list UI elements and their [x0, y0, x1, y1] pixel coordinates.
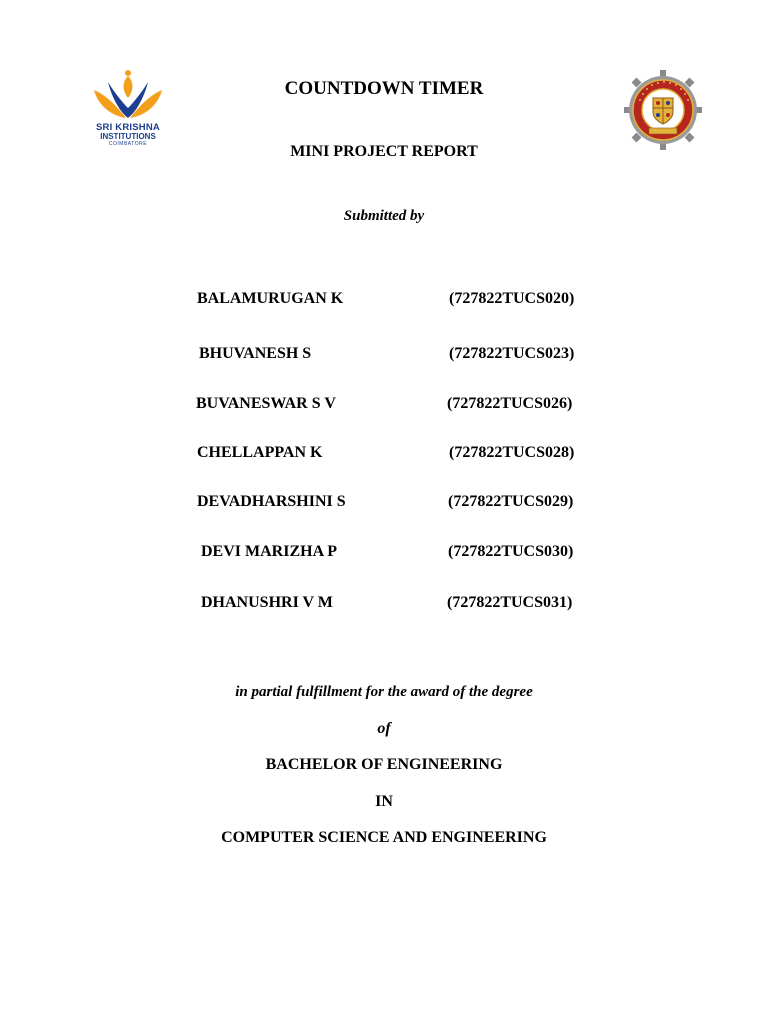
student-id: (727822TUCS031) [447, 594, 573, 611]
student-id: (727822TUCS030) [448, 543, 574, 560]
student-name: BALAMURUGAN K [197, 290, 344, 307]
student-name: DEVADHARSHINI S [197, 493, 346, 510]
degree-name: BACHELOR OF ENGINEERING [265, 756, 503, 773]
logo-line-3: COIMBATORE [108, 141, 148, 147]
in-text: IN [375, 793, 393, 810]
report-subtitle: MINI PROJECT REPORT [290, 143, 478, 160]
student-id: (727822TUCS028) [449, 444, 575, 461]
student-name: DHANUSHRI V M [201, 594, 333, 611]
submitted-by-label: Submitted by [343, 208, 425, 224]
student-id: (727822TUCS029) [448, 493, 574, 510]
student-name: BHUVANESH S [199, 345, 312, 362]
student-name: CHELLAPPAN K [197, 444, 323, 461]
logo-line-2: INSTITUTIONS [100, 132, 156, 141]
student-id: (727822TUCS020) [449, 290, 575, 307]
of-text: of [377, 720, 391, 737]
student-id: (727822TUCS026) [447, 395, 573, 412]
report-title: COUNTDOWN TIMER [284, 78, 484, 99]
department-name: COMPUTER SCIENCE AND ENGINEERING [221, 829, 547, 846]
student-name: BUVANESWAR S V [196, 395, 336, 412]
student-name: DEVI MARIZHA P [201, 543, 338, 560]
partial-fulfillment-text: in partial fulfillment for the award of the degree [235, 684, 533, 700]
logo-line-1: SRI KRISHNA [96, 122, 160, 133]
student-id: (727822TUCS023) [449, 345, 575, 362]
